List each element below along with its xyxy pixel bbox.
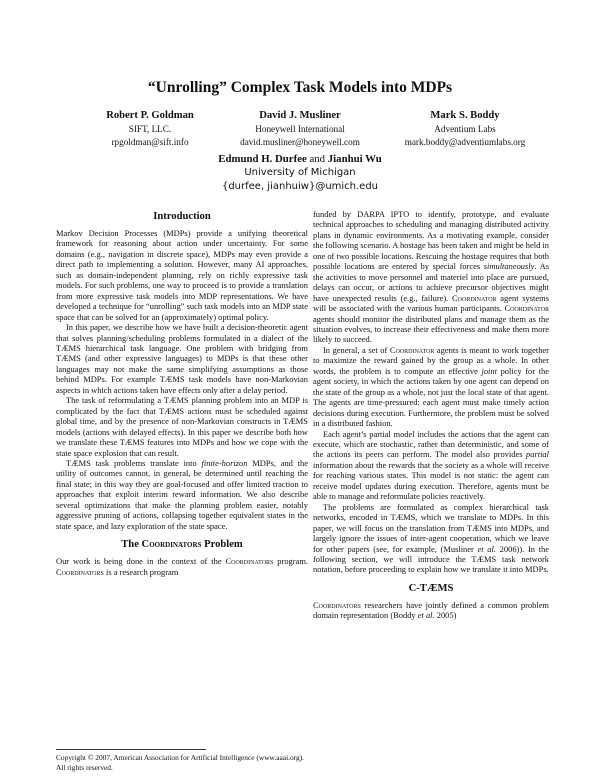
emphasis: et al. [417, 610, 435, 621]
section-heading-c-taems: C-TÆMS [408, 582, 454, 594]
author-names-line [120, 152, 480, 166]
text-run: . As the activities to move personnel and materiel into place are pursued, delays can occur, or actions to achieve precursor objectives might have unexpected results (e.g., failure). [313, 261, 549, 303]
author-block-goldman [70, 109, 230, 148]
author-email: mark.boddy@adventiumlabs.org [404, 136, 526, 147]
small-caps-text: Coordinator [504, 303, 549, 314]
text-run: In general, a set of [323, 344, 390, 355]
paragraph [313, 502, 549, 575]
author-affiliation: Adventium Labs [434, 124, 496, 134]
small-caps-text: Coordinator [389, 344, 435, 355]
text-run: agent systems will be associated with the various human participants. [313, 292, 549, 314]
paper-title: “Unrolling” Complex Task Models into MDPs [147, 79, 453, 96]
small-caps-text: Coordinators [225, 556, 274, 567]
copyright-footnote: Copyright © 2007, American Association for Artificial Intelligence (www.aaai.org). All rights reserved. [56, 753, 305, 772]
author-name: Robert P. Goldman [106, 110, 194, 121]
paragraph [313, 209, 549, 345]
emphasis: joint [481, 365, 497, 376]
paragraph [313, 600, 549, 621]
author-affiliation: Honeywell International [255, 124, 345, 134]
text-run: Problem [201, 539, 243, 551]
text-run: The [121, 539, 142, 551]
text-run: funded by DARPA IPTO to identify, prototype, and evaluate technical approaches to scheduling and managing distributed activity plans in dynamic environments. As a motivating example, consider the following scenario. A hostage has been taken and might be held in one of two possible locations. Rescuing the hostage requires that both possible locations are entered by special forces [313, 209, 549, 272]
text-run: agents is meant to work together to maximize the reward gained by the group as a whole. In other words, the problem is to compute an effective [313, 344, 549, 376]
paragraph [56, 556, 308, 577]
text-run: The problems are formulated as complex hierarchical task networks, encoded in TÆMS, which we translate to MDPs. In this paper, we will focus on the translation from TÆMS into MDPs, and largely ignore the issues of inter-agent cooperation, which we leave for other papers (see, for example, (Musliner [313, 501, 549, 554]
paragraph: In this paper, we describe how we have built a decision-theoretic agent that solves planning/scheduling problems formulated in a dialect of the TÆMS hierarchical task language. One problem with bridging from TÆMS (and other expressive languages) to MDPs is that these other languages may not make the same simplifying assumptions as those behind MDPs. For example TÆMS task models have non-Markovian aspects in which actions taken have effects only after a delay period. [56, 322, 308, 395]
author-block-musliner [215, 109, 385, 148]
text-run: researchers have jointly defined a common problem domain representation (Boddy [313, 599, 549, 621]
paragraph [56, 458, 308, 531]
author-block-durfee-wu [120, 152, 480, 194]
text-run: TÆMS task problems translate into [66, 457, 202, 468]
text-run: Each agent’s partial model includes the actions that the agent can execute, which are stochastic, rather than deterministic, and some of the actions its peers can perform. The model also provides [313, 428, 549, 460]
author-conjunction: and [309, 153, 326, 165]
paragraph [313, 429, 549, 502]
author-affiliation: University of Michigan [244, 167, 356, 178]
emphasis: partial [526, 449, 549, 460]
text-run: Our work is being done in the context of the [56, 556, 226, 567]
small-caps-text: Coordinators [313, 599, 361, 610]
text-run: is a research program [103, 566, 179, 577]
emphasis: finite-horizon [201, 457, 248, 468]
text-run: program. [273, 556, 308, 567]
author-email: rpgoldman@sift.info [111, 136, 189, 147]
small-caps-text: Coordinators [141, 539, 202, 551]
author-name: David J. Musliner [259, 110, 341, 121]
small-caps-text: Coordinators [56, 566, 104, 577]
left-column [56, 209, 308, 577]
paragraph: The task of reformulating a TÆMS planning problem into an MDP is complicated by the fact that TÆMS actions must be scheduled against global time, and by the presence of non-Markovian constructs in TÆMS models (actions with delayed effects). In this paper we describe both how we translate these TÆMS features into MDPs and how we cope with the state space explosion that can result. [56, 395, 308, 458]
emphasis: et al. [477, 543, 496, 554]
author-block-boddy [380, 109, 550, 148]
small-caps-text: Coordinator [452, 292, 497, 303]
text-run: 2005) [434, 610, 457, 621]
paragraph: Markov Decision Processes (MDPs) provide a unifying theoretical framework for reasoning about action under uncertainty. For some domains (e.g., navigation in discrete space), MDPs may even provide a direct path to implementing a solution. However, many AI approaches, such as domain-independent planning, rely on richly expressive task models. For such problems, one way to proceed is to provide a translation from more expressive task models into MDP representations. We have developed a technique for “unrolling” such task models into an MDP state space that can be solved for an (approximately) optimal policy. [56, 228, 308, 322]
emphasis: simultaneously [483, 261, 535, 272]
text-run: information about the rewards that the society as a whole will receive for reaching various states. This model is not static: the agent can receive model updates during execution. Therefore, agents must be able to manage and reformulate policies reactively. [313, 459, 549, 502]
text-run: MDPs, and the utility of outcomes cannot, in general, be determined until reaching the final state; in this way they are goal-focused and offer limited traction to approaches that exploit interim reward information. We also describe several optimizations that make the planning problem easier, notably aggressive pruning of actions, collapsing together equivalent states in the state space, and lazy exploration of the state space. [56, 457, 308, 531]
text-run: policy for the agent society, in which the actions taken by one agent can depend on the state of the group as a whole, not just the local state of that agent. The agents are time-pressured: each agent must make timely action decisions during execution. Furthermore, the problem must be solved in a distributed fashion. [313, 365, 549, 429]
author-name: Jianhui Wu [327, 153, 382, 165]
author-email: david.musliner@honeywell.com [240, 136, 360, 147]
right-column [313, 209, 549, 621]
section-heading-coordinators-problem [56, 539, 308, 551]
author-email: {durfee, jianhuiw}@umich.edu [221, 181, 379, 192]
author-name: Edmund H. Durfee [218, 153, 307, 165]
author-name: Mark S. Boddy [430, 110, 500, 121]
text-run: 2006)). In the following section, we will introduce the TÆMS task network notation, before proceeding to explain how we translate it into MDPs. [313, 543, 549, 575]
paragraph [313, 345, 549, 429]
author-affiliation: SIFT, LLC. [128, 124, 172, 134]
section-heading-introduction: Introduction [153, 211, 211, 222]
footnote-rule [56, 749, 206, 750]
text-run: agents should monitor the distributed plans and manage them as the situation evolves, to increase their effectiveness and make them more likely to succeed. [313, 313, 549, 345]
